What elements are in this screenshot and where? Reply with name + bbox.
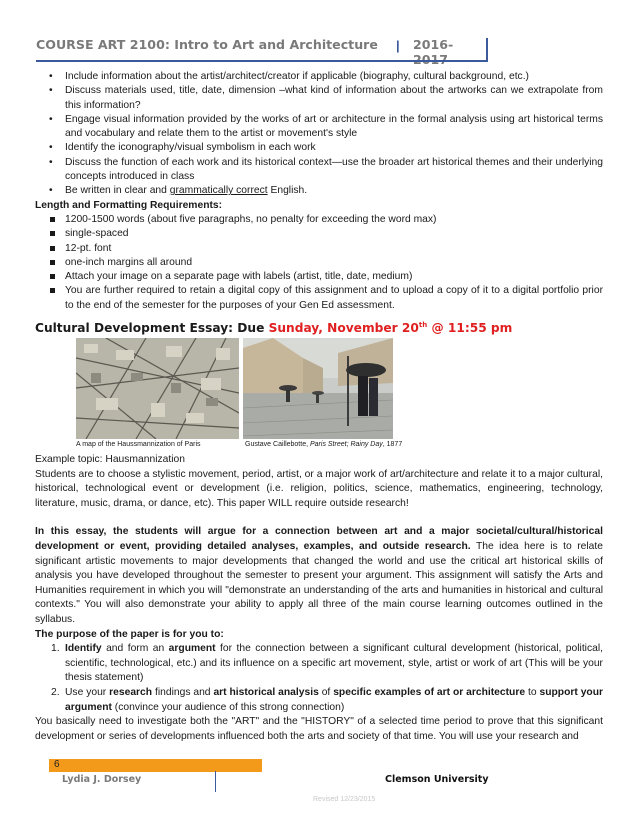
author-name: Lydia J. Dorsey [62, 774, 142, 785]
course-title: COURSE ART 2100: Intro to Art and Architecture [36, 37, 378, 52]
square-bullet-icon [50, 260, 55, 265]
page-number: 6 [54, 759, 60, 770]
list-item: • Engage visual information provided by the works of art or architecture in the formal analysis using art historical terms and vocabulary and relate them to the artist or movement's style [49, 113, 603, 140]
revised-date: Revised 12/23/2015 [313, 796, 376, 803]
intro-paragraph: Students are to choose a stylistic movement, period, artist, or a major work of art/architecture and relate it to a major cultural, historical, technological event or development (i.e. religion, politics, science, mathematics, engineering, technology, literature, music, drama, or dance, etc). This paper WILL require outside research! [35, 468, 603, 509]
argument-paragraph: In this essay, the students will argue for a connection between art and a major societal/cultural/historical development or event, providing detailed analyses, examples, and outside research. The idea here is to relate significant artistic movements to major developments that changed the world and use the critical art historical skills of analysis you have developed throughout the semester to present your argument. This assignment will satisfy the Arts and Humanities requirement in which you will "demonstrate an understanding of the arts and humanities in historical and cultural contexts." You will also demonstrate your ability to apply all three of the main course learning outcomes outlined in the syllabus. [35, 526, 603, 625]
square-bullet-icon [50, 274, 55, 279]
header-rule [36, 60, 486, 62]
header-separator: | [396, 38, 400, 53]
paris-map-image [76, 338, 239, 439]
closing-paragraph: You basically need to investigate both the "ART" and the "HISTORY" of a selected time period to prove that this significant development or series of developments influenced both the arts and society of that time. You will use your research and [35, 716, 603, 742]
footer-divider [215, 771, 216, 792]
due-date: Sunday, November 20th @ 11:55 pm [268, 321, 513, 336]
list-item: 1. Identify and form an argument for the connection between a significant cultural development (historical, political, scientific, technological, etc.) and its influence on a specific art movement, style, artist or work of art (This will be your thesis statement) [51, 643, 603, 684]
list-item: 2. Use your research findings and art historical analysis of specific examples of art or architecture to support your argument (convince your audience of this strong connection) [51, 686, 604, 713]
essay-body [35, 453, 603, 744]
bullet-icon: • [49, 185, 53, 197]
list-item: You are further required to retain a digital copy of this assignment and to upload a copy of it to a digital portfolio prior to the end of the semester for the purposes of your Gen Ed assessment. [35, 284, 603, 313]
square-bullet-icon [50, 217, 55, 222]
bullet-icon: • [49, 113, 53, 125]
example-topic: Example topic: Hausmannization [35, 454, 185, 465]
header-rule-vertical [486, 38, 488, 62]
list-item: single-spaced [35, 227, 603, 241]
list-item: • Include information about the artist/architect/creator if applicable (biography, cultural background, etc.) [35, 70, 603, 84]
square-bullet-icon [50, 288, 55, 293]
university-name: Clemson University [385, 774, 489, 785]
length-heading: Length and Formatting Requirements: [35, 199, 223, 211]
list-item: • Be written in clear and grammatically correct English. [35, 184, 603, 198]
purpose-list [35, 642, 603, 715]
caillebotte-painting-image [243, 338, 393, 439]
requirements-section [35, 70, 603, 313]
page-header [36, 37, 488, 61]
list-item: one-inch margins all around [35, 256, 603, 270]
square-bullet-icon [50, 246, 55, 251]
page-number-bar [49, 759, 262, 772]
bullet-icon: • [49, 142, 53, 154]
academic-year: 2016- [413, 37, 454, 52]
bullet-icon: • [49, 71, 53, 82]
list-item: • Discuss the function of each work and its historical context—use the broader art historical themes and their underlying concepts introduced in class [49, 156, 603, 183]
square-bullet-icon [50, 231, 55, 236]
list-item: 1200-1500 words (about five paragraphs, no penalty for exceeding the word max) [35, 213, 603, 227]
image-caption-painting: Gustave Caillebotte, Paris Street; Rainy Day, 1877 [245, 441, 403, 448]
formatting-requirements [35, 213, 603, 313]
essay-title: Cultural Development Essay: Due Sunday, November 20th @ 11:55 pm [35, 321, 513, 336]
analysis-bullets [35, 70, 603, 199]
bullet-icon: • [49, 156, 53, 168]
list-item: 12-pt. font [35, 242, 603, 256]
list-item: • Discuss materials used, title, date, dimension –what kind of information about the artworks can we extrapolate from this information? [49, 85, 603, 111]
grammar-link-text: grammatically correct [169, 185, 268, 197]
bullet-icon: • [49, 85, 53, 97]
purpose-heading: The purpose of the paper is for you to: [35, 628, 224, 640]
paragraph-spacer [35, 511, 603, 525]
list-item: Attach your image on a separate page with labels (artist, title, date, medium) [35, 270, 603, 284]
image-caption-map: A map of the Haussmannization of Paris [76, 441, 201, 448]
list-item: • Identify the iconography/visual symbolism in each work [35, 141, 603, 155]
